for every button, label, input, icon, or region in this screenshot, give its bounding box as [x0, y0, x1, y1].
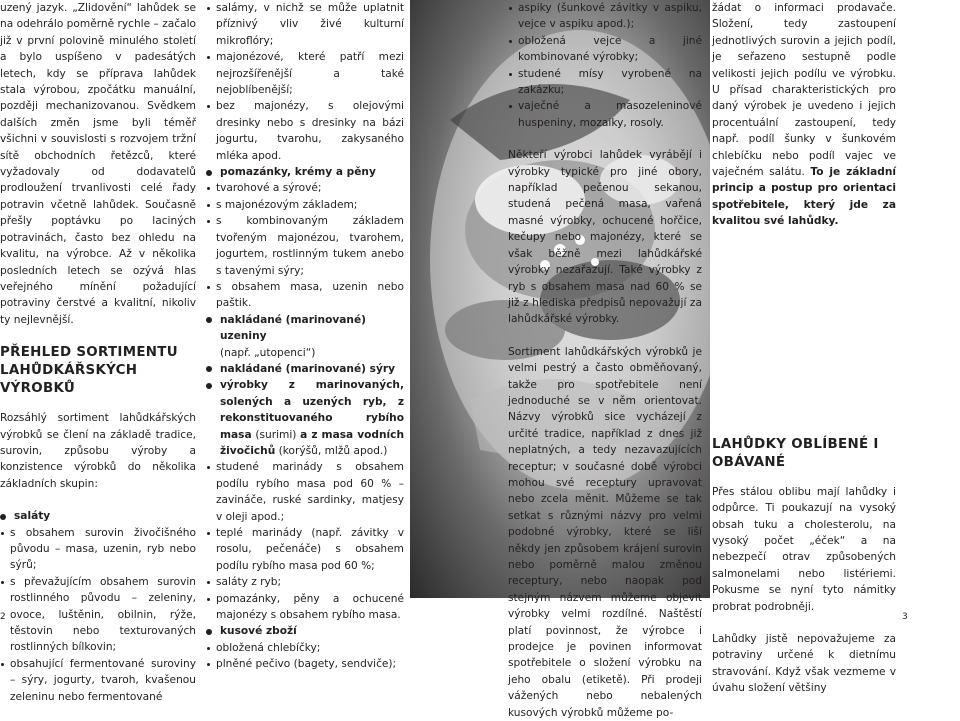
list-item: pomazánky, pěny a ochucené majonézy s obsahem rybího masa. — [206, 591, 404, 624]
paragraph: Sortiment lahůdkářských výrobků je velmi pestrý a často obměňovaný, takže pro spotřebitele není jednoduché se v něm orientovat. Názvy výrobků sice vycházejí z určité tradice, například z dnes již neplatných, a tedy nezavazujících receptur; v současné době výrobci mohou své receptury upravovat nebo zcela měnit. Můžeme se tak setkat s různými názvy pro velmi podobné výrobky, které se liší někdy jen způsobem krájení surovin nebo poměrně malou změnou receptury, nebo naopak pod stejným názvem můžeme objevit výrobky velmi rozdílné. Naštěstí platí povinnost, že výrobce i prodejce je povinen informovat spotřebitele o složení výrobku na jeho obalu (etiketě). Při prodeji vážených nebo nebalených kusových výrobků můžeme po- — [508, 345, 702, 719]
top-items — [508, 0, 702, 131]
paragraph: Přes stálou oblibu mají lahůdky i odpůrce. Ti poukazují na vysoký obsah tuku a cholesterolu, na vysoký počet „éček“ a na nebezpečí otrav způsobených salmonelami nebo listériemi. Pokusme se nyní tyto námitky probrat podrobněji. — [712, 485, 896, 613]
list-item: studené marinády s obsahem podílu rybího masa pod 60 % – zavináče, ruské sardinky, matjesy v oleji apod.; — [206, 459, 404, 525]
list-item: obsahující fermentované suroviny – sýry, jogurty, tvaroh, kvašenou zeleninu nebo fermentované — [0, 656, 196, 705]
list-item: salámy, v nichž se může uplatnit příznivý vliv živé kulturní mikroflóry; — [206, 0, 404, 49]
section-heading-overview: PŘEHLED SORTIMENTU LAHŮDKÁŘSKÝCH VÝROBKŮ — [0, 345, 178, 397]
column-1 — [0, 0, 196, 705]
group-ryby: výrobky z marinovaných, solených a uzených ryb, z rekonstituovaného rybího masa (surimi) a z masa vodních živočichů (korýšů, mlžů apod.) — [206, 377, 404, 459]
list-item: saláty z ryb; — [206, 574, 404, 590]
paragraph: Lahůdky jistě nepovažujeme za potraviny určené k dietnímu stravování. Když však vezmeme v úvahu složení většiny — [712, 632, 896, 695]
column-3 — [508, 0, 702, 721]
intro-paragraph: uzený jazyk. „Zlidovění“ lahůdek se na odehrálo poměrně rychle – začalo již v první polovině minulého století a bylo uspíšeno v padesátých letech, kdy se příprava lahůdek stala výrobou, zpočátku manuální, později mechanizovanou. Svědkem dalších změn jsme byli téměř všichni v souvislosti s rozvojem tržní sítě obchodních řetězců, které vyžadovaly od dodavatelů prodloužení trvanlivosti celé řady potravin včetně lahůdek. Současně přešly poptávku po laciných potravinách, často bez ohledu na kvalitu, na výrobce. Až v několika posledních letech se ozývá hlas veřejného mínění požadující potraviny čerstvé a kvalitní, nikoliv ty nejlevnější. — [0, 2, 196, 326]
paragraph: žádat o informaci prodavače. Složení, tedy zastoupení jednotlivých surovin a jejich podíl, je seřazeno sestupně podle velikosti jejich podílu ve výrobku. U přísad charakteristických pro daný výrobek je uvedeno i jejich procentuální zastoupení, tedy např. podíl šunky v šunkovém chlebíčku nebo podíl vajec ve vaječném salátu. To je základní princip a postup pro orientaci spotřebitele, který jde za kvalitou své lahůdky. — [712, 2, 897, 228]
list-item: s obsahem surovin živočišného původu – masa, uzenin, ryb nebo sýrů; — [0, 525, 196, 574]
group-list — [0, 508, 196, 524]
list-item: plněné pečivo (bagety, sendviče); — [206, 656, 404, 672]
list-item: bez majonézy, s olejovými dresinky nebo s dresinky na bázi jogurtu, tvarohu, zakysaného mléka apod. — [206, 98, 404, 164]
salaty-items — [0, 525, 196, 705]
list-item: aspiky (šunkové závitky v aspiku, vejce v aspiku apod.); — [508, 0, 702, 33]
group-uzeniny: nakládané (marinované) uzeniny (např. „utopenci“) — [206, 312, 404, 361]
group-salaty — [0, 508, 196, 524]
list-item: s majonézovým základem; — [206, 197, 404, 213]
column-4 — [712, 0, 896, 697]
list-item: s obsahem masa, uzenin nebo paštik. — [206, 279, 404, 312]
list-item: tvarohové a sýrové; — [206, 180, 404, 196]
list-item: teplé marinády (např. závitky v rosolu, pečenáče) s obsahem podílu rybího masa pod 60 %; — [206, 525, 404, 574]
group-label: saláty — [14, 510, 51, 523]
list-item: studené mísy vyrobené na zakázku; — [508, 66, 702, 99]
list-item: obložená vejce a jiné kombinované výrobky; — [508, 33, 702, 66]
paragraph: Někteří výrobci lahůdek vyrábějí i výrobky typické pro jiné obory, například pečenou sekanou, studená pečená masa, vařená masné výrobky, ochucené hořčice, kečupy nebo majonézy, které se však běžně mezi lahůdkářské výrobky nezařazují. Také výrobky z ryb s obsahem masa nad 60 % se již z hlediska předpisů nepovažují za lahůdkářské výrobky. — [508, 149, 702, 326]
page-number-right: 3 — [902, 612, 908, 622]
group-syry: nakládané (marinované) sýry — [206, 361, 404, 377]
page-number-left: 2 — [0, 612, 6, 622]
group-pomazanky: pomazánky, krémy a pěny — [206, 164, 404, 180]
overview-paragraph: Rozsáhlý sortiment lahůdkářských výrobků se člení na základě tradice, surovin, způsobu výroby a konzistence výrobků do několika základních skupin: — [0, 412, 196, 490]
list-item: majonézové, které patří mezi nejrozšířenější a také nejoblíbenější; — [206, 49, 404, 98]
list-item: s kombinovaným základem tvořeným majonézou, tvarohem, jogurtem, rostlinným tukem anebo s tavenými sýry; — [206, 213, 404, 279]
section-heading-oblibene: LAHŮDKY OBLÍBENÉ I OBÁVANÉ — [712, 436, 879, 470]
list-item: obložená chlebíčky; — [206, 640, 404, 656]
column-2 — [206, 0, 404, 673]
list-item: vaječné a masozeleninové huspeniny, mozaiky, rosoly. — [508, 98, 702, 131]
list-item: s převažujícím obsahem surovin rostlinného původu – zeleniny, ovoce, luštěnin, obilnin, rýže, těstovin nebo texturovaných rostlinných bílkovin; — [0, 574, 196, 656]
group-list-2 — [206, 164, 404, 180]
lead-items — [206, 0, 404, 164]
group-kusove: kusové zboží — [206, 623, 404, 639]
